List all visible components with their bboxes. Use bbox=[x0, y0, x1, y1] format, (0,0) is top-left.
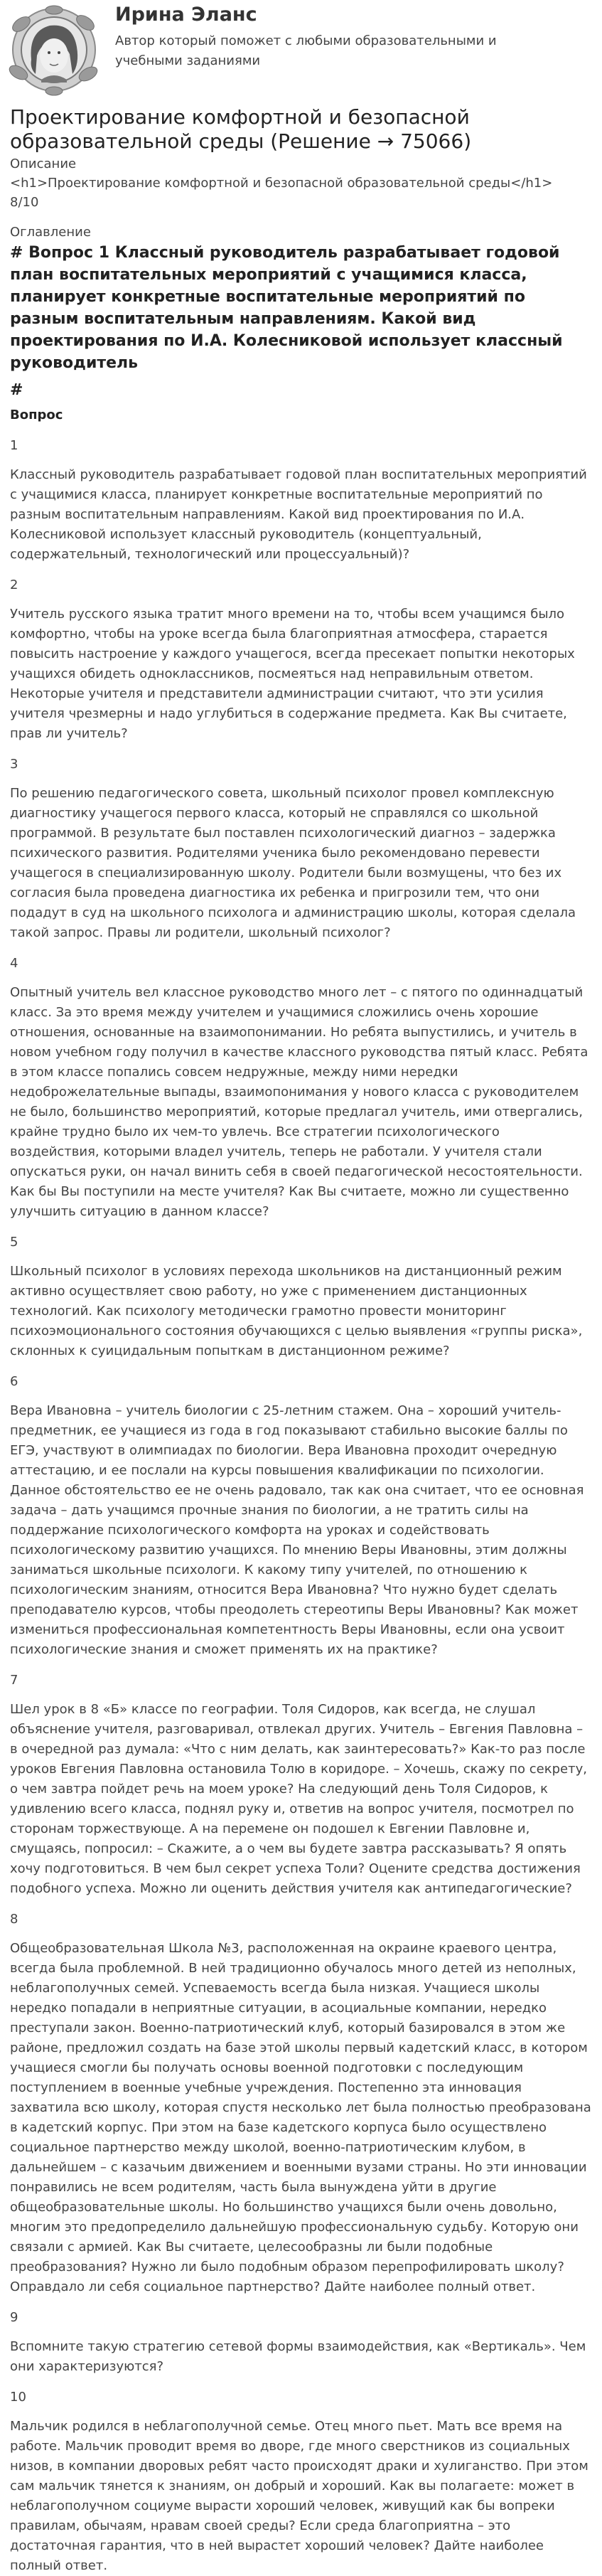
question-item bbox=[10, 1233, 592, 1361]
question-text: Вспомните такую стратегию сетевой формы взаимодействия, как «Вертикаль». Чем они характеризуются? bbox=[10, 2339, 586, 2374]
rating: 8/10 bbox=[10, 195, 39, 210]
question-item bbox=[10, 755, 592, 943]
question-item bbox=[10, 1671, 592, 1899]
question-item bbox=[10, 1373, 592, 1660]
question-text: По решению педагогического совета, школьный психолог провел комплексную диагностику учащегося первого класса, который не справлялся со школьной программой. В результате был поставлен психологический диагноз – задержка психического развития. Родителями ученика было рекомендовано перевести учащегося в специализированную школу. Родители были возмущены, что без их согласия была проведена диагностика их ребенка и пригрозили тем, что они подадут в суд на школьного психолога и администрацию школы, которая сделала такой запрос. Правы ли родители, школьный психолог? bbox=[10, 786, 576, 940]
author-header bbox=[10, 0, 592, 100]
question-item bbox=[10, 2309, 592, 2377]
question-item bbox=[10, 1910, 592, 2297]
question-number: 6 bbox=[10, 1374, 18, 1389]
description-text: <h1>Проектирование комфортной и безопасной образовательной среды</h1> bbox=[10, 176, 553, 191]
question-text: Общеобразовательная Школа №3, расположенная на окраине краевого центра, всегда была проблемной. В ней традиционно обучалось много детей из неполных, неблагополучных семей. Успеваемость всегда была низкая. Учащиеся школы нередко попадали в неприятные ситуации, в асоциальные компании, нередко преступали закон. Военно-патриотический клуб, который базировался в этом же районе, предложил создать на базе этой школы первый кадетский класс, в котором учащиеся смогли бы получать основы военной подготовки с последующим поступлением в военные учебные учреждения. Постепенно эта инновация захватила всю школу, которая спустя несколько лет была полностью преобразована в кадетский корпус. При этом на базе кадетского корпуса было осуществлено социальное партнерство между школой, военно-патриотическим клубом, в дальнейшем – с казачьим движением и военными вузами страны. Но эти инновации понравились не всем родителям, часть была вынуждена уйти в другие общеобразовательные школы. Но большинство учащихся были очень довольно, многим это предопределило дальнейшую профессиональную судьбу. Которую они связали с армией. Как Вы считаете, целесообразны ли были подобные преобразования? Нужно ли было подобным образом перепрофилировать школу? Оправдало ли себя социальное партнерство? Дайте наиболее полный ответ. bbox=[10, 1941, 591, 2294]
description-label: Описание bbox=[10, 156, 77, 171]
toc-label: Оглавление bbox=[10, 225, 91, 240]
question-item bbox=[10, 576, 592, 744]
question-item bbox=[10, 2388, 592, 2576]
question-text: Мальчик родился в неблагополучной семье. Отец много пьет. Мать все время на работе. Мальчик проводит время во дворе, где много сверстников из социальных низов, в компании дворовых ребят часто происходят драки и хулиганство. При этом сам мальчик тянется к знаниям, он добрый и хороший. Как вы полагаете: может в неблагополучном социуме вырасти хороший человек, живущий как бы вопреки правилам, обычаям, нравам своей среды? Если среда благоприятна – это достаточная гарантия, что в ней вырастет хороший человек? Дайте наиболее полный ответ. bbox=[10, 2419, 588, 2573]
question-number: 2 bbox=[10, 578, 18, 592]
question-text: Вера Ивановна – учитель биологии с 25-летним стажем. Она – хороший учитель-предметник, ее учащиеся из года в год показывают стабильно высокие баллы по ЕГЭ, участвуют в олимпиадах по биологии. Вера Ивановна проходит очередную аттестацию, и ее послали на курсы повышения квалификации по психологии. Данное обстоятельство ее не очень радовало, так как она считает, что ее основная задача – дать учащимся прочные знания по биологии, а не тратить силы на поддержание психологического комфорта на уроках и содействовать психологическому развитию учащихся. По мнению Веры Ивановны, этим должны заниматься школьные психологи. К какому типу учителей, по отношению к психологическим знаниям, относится Вера Ивановна? Что нужно будет сделать преподавателю курсов, чтобы преодолеть стереотипы Веры Ивановны? Как может измениться профессиональная компетентность Веры Ивановны, если она усвоит психологические знания и сможет применять их на практике? bbox=[10, 1403, 584, 1657]
question-text: Классный руководитель разрабатывает годовой план воспитательных мероприятий с учащимися класса, планирует конкретные воспитательные мероприятий по разным воспитательным направлениям. Какой вид проектирования по И.А. Колесниковой использует классный руководитель (концептуальный, содержательный, технологический или процессуальный)? bbox=[10, 467, 587, 562]
author-description: Автор который поможет с любыми образовательными и учебными заданиями bbox=[115, 33, 497, 68]
page-title: Проектирование комфортной и безопасной образовательной среды (Решение → 75066) bbox=[10, 105, 472, 153]
question-number: 1 bbox=[10, 438, 18, 453]
author-name[interactable]: Ирина Эланс bbox=[115, 4, 257, 26]
author-info bbox=[115, 3, 542, 71]
question-number: 3 bbox=[10, 757, 18, 772]
question-number: 4 bbox=[10, 956, 18, 971]
question-text: Школьный психолог в условиях перехода школьников на дистанционный режим активно осуществляет свою работу, но уже с применением дистанционных технологий. Как психологу методически грамотно провести мониторинг психоэмоционального состояния обучающихся с целью выявления «группы риска», склонных к суицидальным попыткам в дистанционном режиме? bbox=[10, 1264, 583, 1358]
question-text: Шел урок в 8 «Б» классе по географии. Толя Сидоров, как всегда, не слушал объяснение учителя, разговаривал, отвлекал других. Учитель – Евгения Павловна – в очередной раз думала: «Что с ним делать, как заинтересовать?» Как-то раз после уроков Евгения Павловна остановила Толю в коридоре. – Хочешь, скажу по секрету, о чем завтра пойдет речь на моем уроке? На следующий день Толя Сидоров, к удивлению всего класса, поднял руку и, ответив на вопрос учителя, посмотрел по сторонам торжествующе. А на перемене он подошел к Евгении Павловне и, смущаясь, попросил: – Скажите, а о чем вы будете завтра рассказывать? Я опять хочу подготовиться. В чем был секрет успеха Толи? Оцените средства достижения подобного успеха. Можно ли оценить действия учителя как антипедагогические? bbox=[10, 1702, 587, 1896]
question-list bbox=[10, 437, 592, 2576]
section-label: Вопрос bbox=[10, 408, 63, 422]
question-number: 10 bbox=[10, 2390, 26, 2405]
question-number: 8 bbox=[10, 1912, 18, 1927]
question-number: 7 bbox=[10, 1673, 18, 1688]
question-number: 9 bbox=[10, 2310, 18, 2325]
toc-heading: # Вопрос 1 Классный руководитель разрабатывает годовой план воспитательных мероприятий с учащимися класса, планирует конкретные воспитательные мероприятий по разным воспитательным направлениям. Какой вид проектирования по И.А. Колесниковой использует классный руководитель bbox=[10, 244, 563, 372]
question-number: 5 bbox=[10, 1235, 18, 1250]
section-hash: # bbox=[10, 381, 23, 399]
question-text: Учитель русского языка тратит много времени на то, чтобы всем учащимся было комфортно, чтобы на уроке всегда была благоприятная атмосфера, старается повысить настроение у каждого учащегося, всегда пресекает попытки некоторых учащихся обидеть одноклассников, посмеяться над неправильным ответом. Некоторые учителя и представители администрации считают, что эти усилия учителя чрезмерны и надо углубиться в содержание предмета. Как Вы считаете, прав ли учитель? bbox=[10, 607, 575, 741]
question-item bbox=[10, 437, 592, 565]
question-item bbox=[10, 954, 592, 1222]
avatar-image bbox=[7, 3, 101, 97]
author-avatar[interactable] bbox=[7, 3, 101, 97]
question-text: Опытный учитель вел классное руководство много лет – с пятого по одиннадцатый класс. За это время между учителем и учащимися сложились очень хорошие отношения, основанные на взаимопонимании. Но ребята выпустились, и учитель в новом учебном году получил в качестве классного руководства пятый класс. Ребята в этом классе попались совсем недружные, между ними нередки недоброжелательные выпады, взаимопонимания у нового класса с руководителем не было, большинство мероприятий, которые предлагал учитель, ими отвергались, крайне трудно было их чем-то увлечь. Все стратегии психологического воздействия, которыми владел учитель, теперь не работали. У учителя стали опускаться руки, он начал винить себя в своей педагогической несостоятельности. Как бы Вы поступили на месте учителя? Как Вы считаете, можно ли существенно улучшить ситуацию в данном классе? bbox=[10, 985, 588, 1219]
